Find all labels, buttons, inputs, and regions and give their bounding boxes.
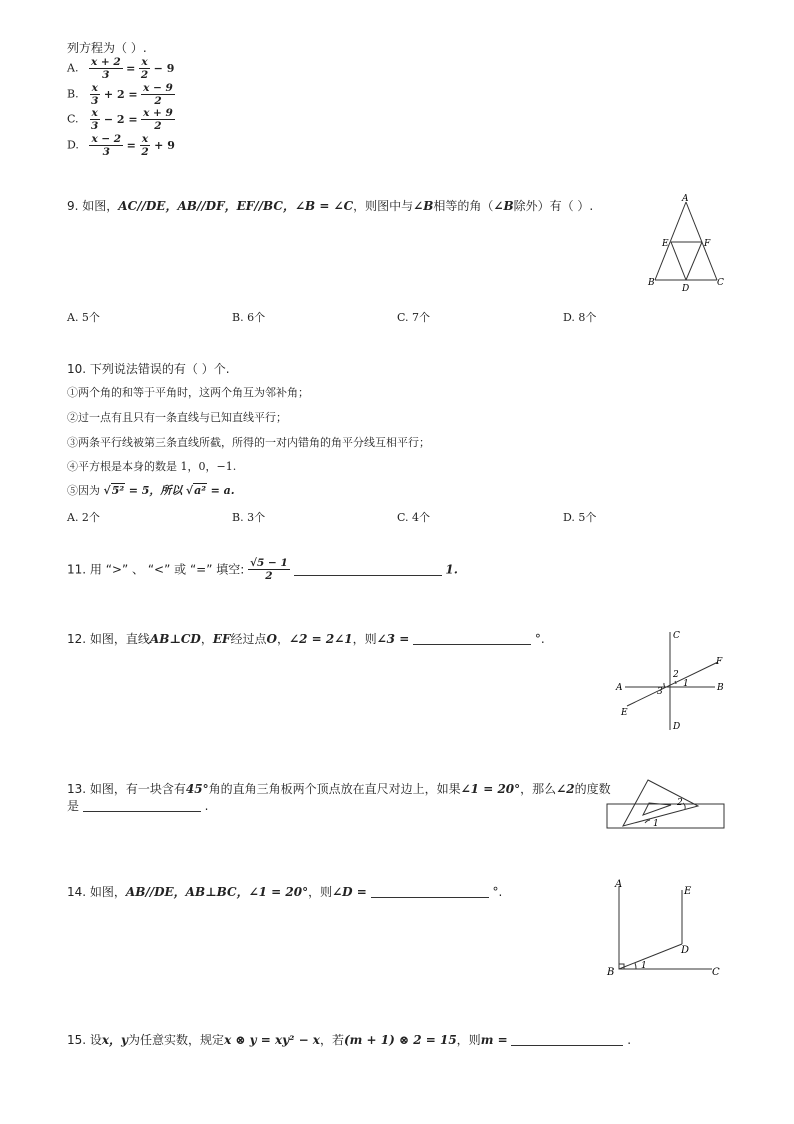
label-e: E — [621, 708, 628, 718]
q8-option-a[interactable]: A. $\frac{x + 2}{3}$ = $\frac{x}{2}$ − 9 — [67, 56, 175, 81]
label-c: C — [712, 967, 720, 978]
angle-3-label: 3 — [657, 687, 663, 697]
q9-option-d[interactable]: D. 8个 — [563, 311, 597, 324]
q9-triangle-figure — [645, 190, 725, 294]
fraction: $\frac{√5 - 1}{2}$ — [250, 557, 288, 582]
q10-statement-4: ④平方根是本身的数是 1，0，−1. — [67, 460, 237, 473]
q10-statement-5: ⑤因为 √5² = 5，所以 √a² = a. — [67, 484, 235, 497]
q10-option-c[interactable]: C. 4个 — [397, 511, 431, 524]
q9-option-b[interactable]: B. 6个 — [232, 311, 266, 324]
q10-statement-1: ①两个角的和等于平角时，这两个角互为邻补角； — [67, 386, 309, 399]
q9-option-c[interactable]: C. 7个 — [397, 311, 431, 324]
q8-stem: 列方程为（ ）. — [67, 41, 147, 55]
q10-statement-2: ②过一点有且只有一条直线与已知直线平行； — [67, 411, 287, 424]
q11-stem: 11. 用 “>” 、 “<” 或 “=” 填空: $\frac{√5 - 1}{2}$ 1. — [67, 557, 458, 582]
label-a: A — [615, 879, 623, 890]
vertex-label-c: C — [717, 278, 724, 288]
angle-1-label: 1 — [641, 961, 647, 971]
q10-stem: 10. 下列说法错误的有（ ）个. — [67, 362, 230, 376]
fraction: $\frac{x - 9}{2}$ — [143, 82, 173, 107]
q13-ruler-triangle-figure — [603, 774, 729, 834]
q10-statement-3: ③两条平行线被第三条直线所截，所得的一对内错角的角平分线互相平行； — [67, 436, 430, 449]
angle-1-label: 1 — [653, 819, 659, 829]
q10-option-b[interactable]: B. 3个 — [232, 511, 266, 524]
q10-option-a[interactable]: A. 2个 — [67, 511, 100, 524]
fraction: $\frac{x}{3}$ — [91, 82, 99, 107]
q10-option-d[interactable]: D. 5个 — [563, 511, 597, 524]
fraction: $\frac{x + 9}{2}$ — [143, 107, 173, 132]
vertex-label-f: F — [704, 239, 711, 249]
q11-answer-blank[interactable] — [294, 563, 442, 576]
q9-option-a[interactable]: A. 5个 — [67, 311, 100, 324]
q15-answer-blank[interactable] — [511, 1033, 623, 1046]
angle-2-label: 2 — [677, 798, 683, 808]
q13-answer-blank[interactable] — [83, 799, 201, 812]
label-a: A — [616, 683, 623, 693]
label-e: E — [684, 886, 692, 897]
vertex-label-e: E — [662, 239, 669, 249]
label-d: D — [681, 945, 690, 956]
q8-option-b[interactable]: B. $\frac{x}{3}$ + 2 = $\frac{x - 9}{2}$ — [67, 82, 173, 107]
label-f: F — [716, 657, 723, 667]
q12-answer-blank[interactable] — [413, 632, 531, 645]
q14-figure — [604, 876, 728, 980]
q9-stem: 9. 如图，AC//DE，AB//DF，EF//BC，∠B = ∠C，则图中与∠B相等的角（∠B除外）有（ ）. — [67, 199, 594, 213]
q13-line-2: 是 . — [67, 799, 209, 813]
label-b: B — [717, 683, 724, 693]
angle-2-label: 2 — [673, 670, 679, 680]
label-d: D — [673, 722, 681, 732]
fraction: $\frac{x}{3}$ — [91, 107, 99, 132]
q8-option-c[interactable]: C. $\frac{x}{3}$ − 2 = $\frac{x + 9}{2}$ — [67, 107, 173, 132]
label-b: B — [607, 967, 615, 978]
q12-lines-figure — [612, 626, 732, 734]
vertex-label-b: B — [648, 278, 655, 288]
q14-answer-blank[interactable] — [371, 885, 489, 898]
q15-stem: 15. 设x，y为任意实数，规定x ⊗ y = xy² − x，若(m + 1) ⊗ 2 = 15，则m = . — [67, 1033, 632, 1047]
vertex-label-d: D — [682, 284, 690, 294]
q12-stem: 12. 如图，直线AB⊥CD，EF经过点O，∠2 = 2∠1，则∠3 = °. — [67, 632, 545, 646]
fraction: $\frac{x}{2}$ — [141, 133, 149, 158]
angle-1-label: 1 — [683, 679, 689, 689]
q13-line-1: 13. 如图，有一块含有45°角的直角三角板两个顶点放在直尺对边上，如果∠1 = 20°，那么∠2的度数 — [67, 782, 611, 796]
fraction: $\frac{x - 2}{3}$ — [91, 133, 122, 158]
q14-stem: 14. 如图，AB//DE，AB⊥BC，∠1 = 20°，则∠D = °. — [67, 885, 503, 899]
fraction: $\frac{x + 2}{3}$ — [90, 56, 121, 81]
fraction: $\frac{x}{2}$ — [140, 56, 149, 81]
q8-option-d[interactable]: D. $\frac{x - 2}{3}$ = $\frac{x}{2}$ + 9 — [67, 133, 175, 158]
vertex-label-a: A — [682, 194, 689, 204]
label-c: C — [673, 631, 680, 641]
